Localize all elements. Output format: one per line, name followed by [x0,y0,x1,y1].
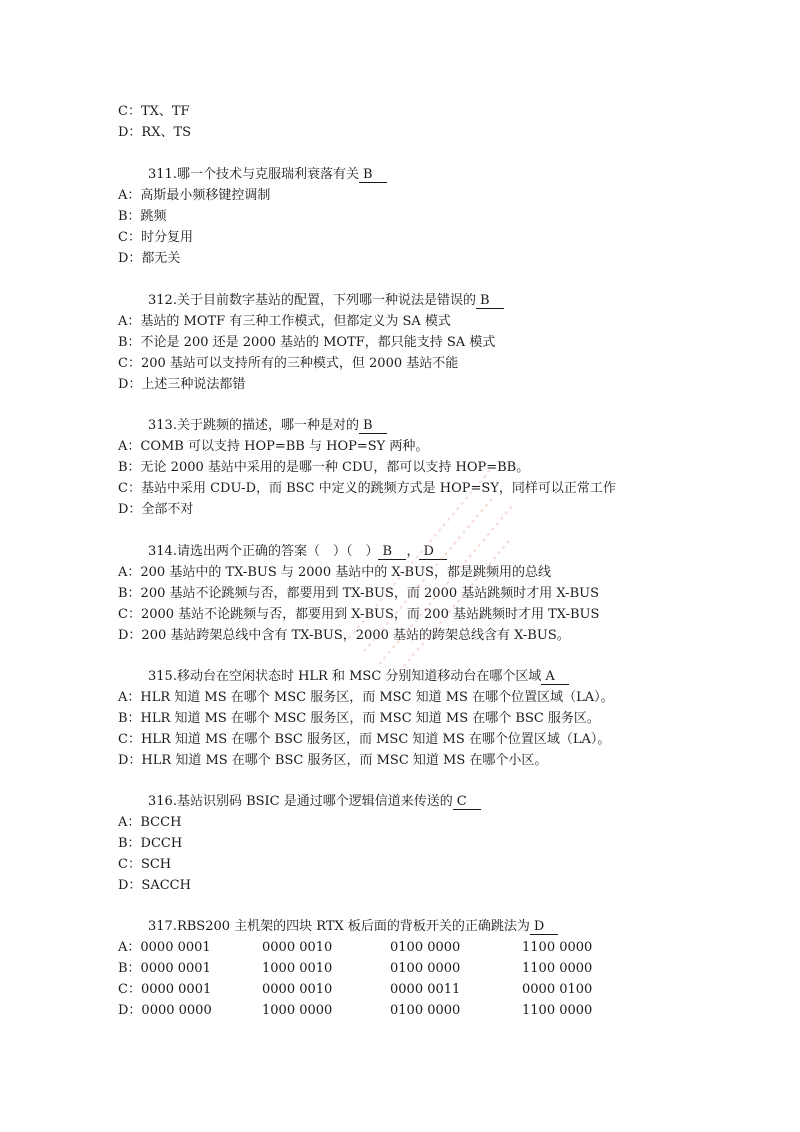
q311-option-b: B：跳频 [118,209,167,224]
question-311 [148,166,387,184]
q314-option-d: D：200 基站跨架总线中含有 TX-BUS，2000 基站的跨架总线含有 X-BUS。 [118,628,570,643]
question-314 [148,543,447,561]
question-317 [148,918,558,936]
q315-option-d: D：HLR 知道 MS 在哪个 BSC 服务区，而 MSC 知道 MS 在哪个小区。 [118,753,548,768]
question-314-text: 314.请选出两个正确的答案（ ）（ ） [148,544,379,559]
question-317-answer: D [530,920,558,935]
question-313-answer: B [359,419,387,434]
q317-row-a-col2: 0000 0010 [262,940,333,955]
question-316-answer: C [453,795,481,810]
question-312-text: 312.关于目前数字基站的配置，下列哪一种说法是错误的 [148,293,476,308]
q317-row-c-label: C：0000 0001 [118,982,212,997]
q317-row-c-col4: 0000 0100 [522,982,593,997]
q317-row-b-col4: 1100 0000 [522,961,593,976]
q313-option-c: C：基站中采用 CDU-D，而 BSC 中定义的跳频方式是 HOP=SY，同样可以正常工作 [118,481,616,496]
q314-option-c: C：2000 基站不论跳频与否，都要用到 X-BUS，而 200 基站跳频时才用 TX-BUS [118,607,600,622]
q312-option-c: C：200 基站可以支持所有的三种模式，但 2000 基站不能 [118,356,459,371]
prev-option-c: C：TX、TF [118,104,190,119]
q312-option-d: D：上述三种说法都错 [118,377,246,392]
question-311-answer: B [359,168,387,183]
q315-option-c: C：HLR 知道 MS 在哪个 BSC 服务区，而 MSC 知道 MS 在哪个位置区域（LA）。 [118,732,611,747]
q317-row-b-label: B：0000 0001 [118,961,211,976]
question-317-text: 317.RBS200 主机架的四块 RTX 板后面的背板开关的正确跳法为 [148,919,530,934]
question-316 [148,793,481,811]
question-313 [148,417,387,435]
q317-row-a-label: A：0000 0001 [118,940,211,955]
q313-option-a: A：COMB 可以支持 HOP=BB 与 HOP=SY 两种。 [118,439,429,454]
q317-row-d-col2: 1000 0000 [262,1003,333,1018]
q313-option-d: D：全部不对 [118,502,194,517]
q315-option-b: B：HLR 知道 MS 在哪个 MSC 服务区，而 MSC 知道 MS 在哪个 BSC 服务区。 [118,711,600,726]
q317-row-c-col2: 0000 0010 [262,982,333,997]
question-315-text: 315.移动台在空闲状态时 HLR 和 MSC 分别知道移动台在哪个区域 [148,669,542,684]
question-312 [148,292,504,310]
q311-option-d: D：都无关 [118,251,181,266]
q317-row-d-col3: 0100 0000 [390,1003,461,1018]
q316-option-c: C：SCH [118,857,172,872]
question-316-text: 316.基站识别码 BSIC 是通过哪个逻辑信道来传送的 [148,794,453,809]
q316-option-b: B：DCCH [118,836,183,851]
question-312-answer: B [476,294,504,309]
question-311-text: 311.哪一个技术与克服瑞利衰落有关 [148,167,359,182]
q317-row-d-label: D：0000 0000 [118,1003,212,1018]
q317-row-b-col3: 0100 0000 [390,961,461,976]
question-314-answer-2: D [419,545,447,560]
q317-row-a-col3: 0100 0000 [390,940,461,955]
question-314-answer-1: B [378,545,406,560]
question-313-text: 313.关于跳频的描述，哪一种是对的 [148,418,359,433]
question-315 [148,668,569,686]
q311-option-a: A：高斯最小频移键控调制 [118,188,271,203]
q313-option-b: B：无论 2000 基站中采用的是哪一种 CDU，都可以支持 HOP=BB。 [118,460,530,475]
q314-option-b: B：200 基站不论跳频与否，都要用到 TX-BUS，而 2000 基站跳频时才用 X-BUS [118,586,599,601]
q312-option-a: A：基站的 MOTF 有三种工作模式，但都定义为 SA 模式 [118,314,451,329]
q312-option-b: B：不论是 200 还是 2000 基站的 MOTF，都只能支持 SA 模式 [118,335,496,350]
q311-option-c: C：时分复用 [118,230,193,245]
q315-option-a: A：HLR 知道 MS 在哪个 MSC 服务区，而 MSC 知道 MS 在哪个位置区域（LA）。 [118,690,614,705]
q316-option-a: A：BCCH [118,815,182,830]
q317-row-c-col3: 0000 0011 [390,982,461,997]
q316-option-d: D：SACCH [118,878,191,893]
prev-option-d: D：RX、TS [118,125,192,140]
q317-row-a-col4: 1100 0000 [522,940,593,955]
question-315-answer: A [541,670,569,685]
question-314-separator: ， [406,544,420,559]
q317-row-b-col2: 1000 0010 [262,961,333,976]
q317-row-d-col4: 1100 0000 [522,1003,593,1018]
q314-option-a: A：200 基站中的 TX-BUS 与 2000 基站中的 X-BUS，都是跳频用的总线 [118,565,551,580]
